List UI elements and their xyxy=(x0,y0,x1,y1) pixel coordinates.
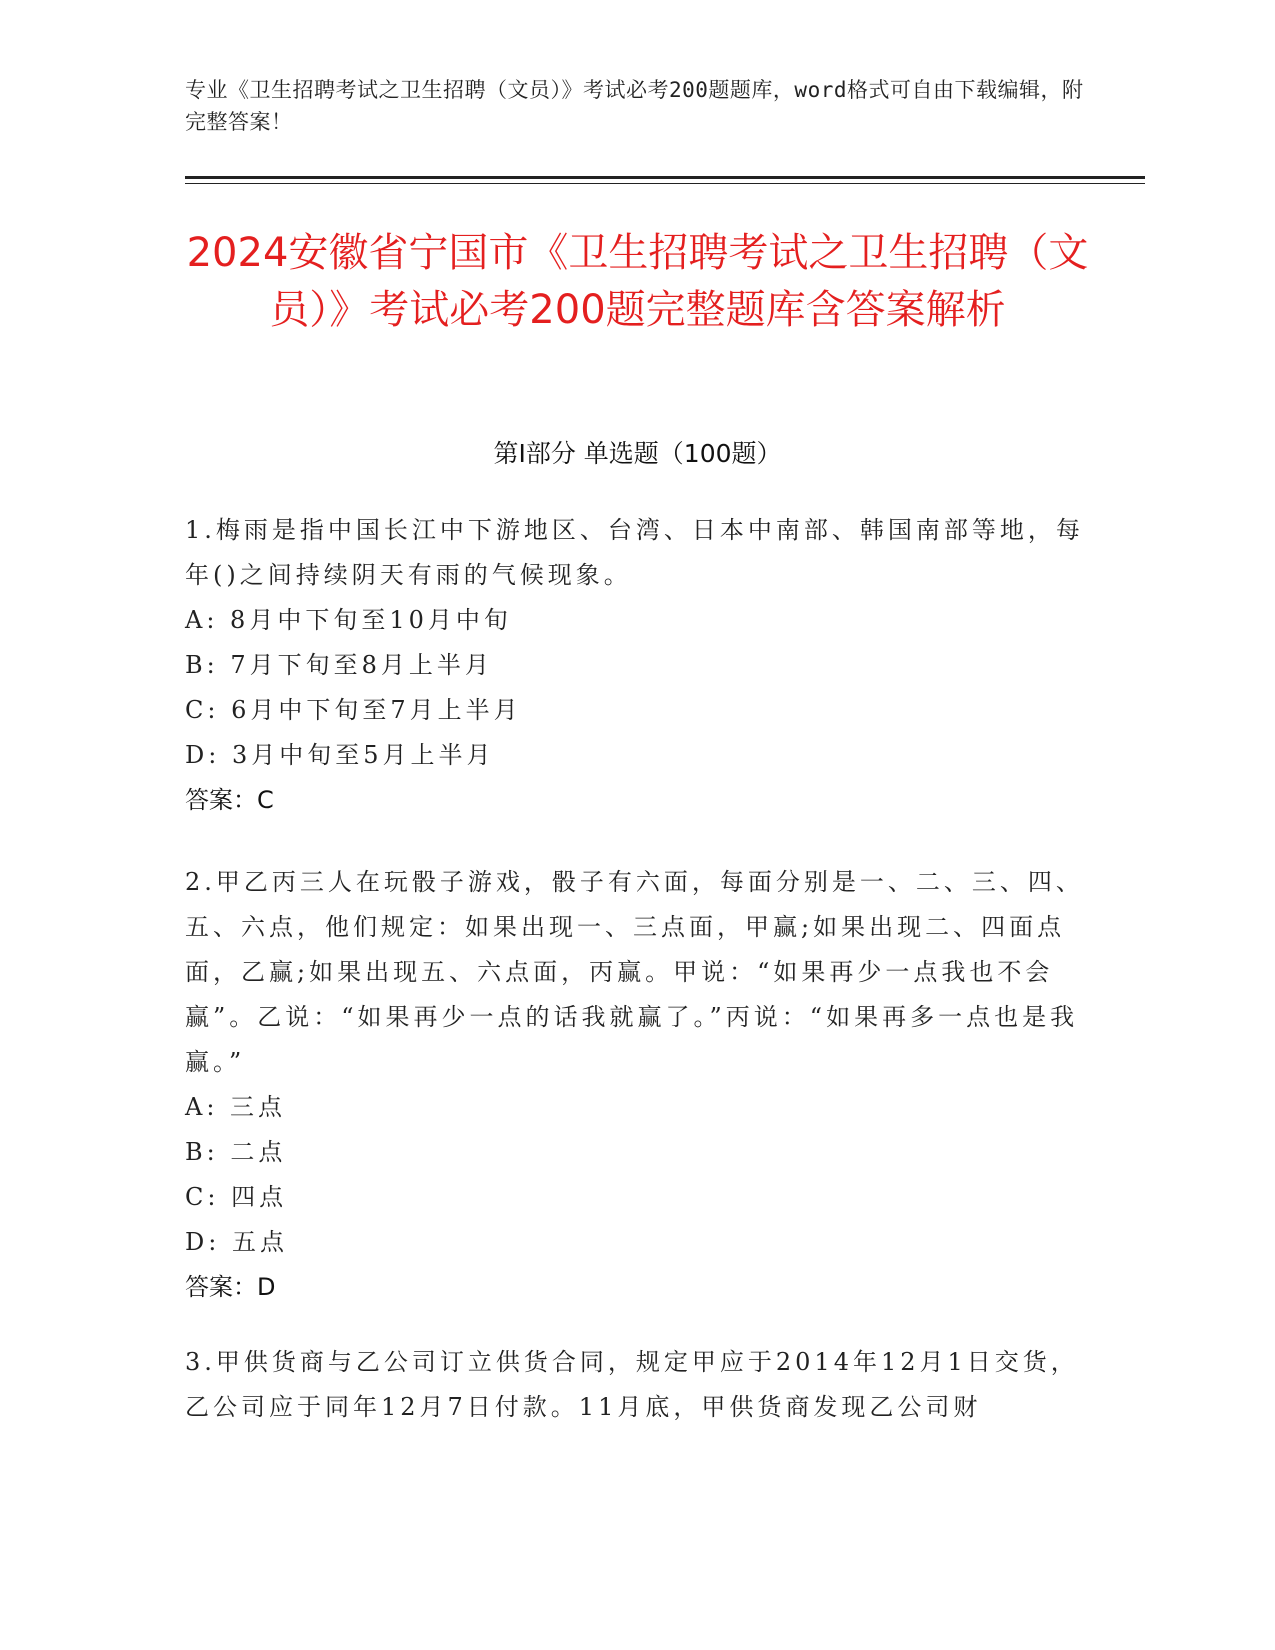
option-a: A: 8月中下旬至10月中旬 xyxy=(185,606,512,634)
question-2 xyxy=(185,860,1090,1310)
document-title: 2024安徽省宁国市《卫生招聘考试之卫生招聘（文员）》考试必考200题完整题库含答案解析 xyxy=(186,230,1089,333)
answer-line: 答案：C xyxy=(185,786,274,814)
option-d: D: 3月中旬至5月上半月 xyxy=(185,741,495,769)
option-c: C: 四点 xyxy=(185,1183,288,1211)
option-b: B: 二点 xyxy=(185,1138,287,1166)
option-b: B: 7月下旬至8月上半月 xyxy=(185,651,493,679)
header-divider-thin xyxy=(185,183,1145,184)
option-d: D: 五点 xyxy=(185,1228,288,1256)
section-title: 第I部分 单选题（100题） xyxy=(493,439,782,468)
question-stem: 2.甲乙丙三人在玩骰子游戏，骰子有六面，每面分别是一、二、三、四、五、六点，他们规定：如果出现一、三点面，甲赢;如果出现二、四面点面，乙赢;如果出现五、六点面，丙赢。甲说：“如果再少一点我也不会赢”。乙说：“如果再少一点的话我就赢了。”丙说：“如果再多一点也是我赢。” xyxy=(185,868,1084,1076)
question-stem: 3.甲供货商与乙公司订立供货合同，规定甲应于2014年12月1日交货，乙公司应于同年12月7日付款。11月底，甲供货商发现乙公司财 xyxy=(185,1348,1079,1421)
answer-line: 答案：D xyxy=(185,1273,276,1301)
question-stem: 1.梅雨是指中国长江中下游地区、台湾、日本中南部、韩国南部等地，每年()之间持续阴天有雨的气候现象。 xyxy=(185,516,1084,589)
option-c: C: 6月中下旬至7月上半月 xyxy=(185,696,522,724)
question-1 xyxy=(185,508,1090,823)
header-note: 专业《卫生招聘考试之卫生招聘（文员）》考试必考200题题库，word格式可自由下载编辑，附完整答案！ xyxy=(185,78,1084,134)
option-a: A: 三点 xyxy=(185,1093,287,1121)
question-3 xyxy=(185,1340,1090,1430)
header-divider-thick xyxy=(185,176,1145,179)
